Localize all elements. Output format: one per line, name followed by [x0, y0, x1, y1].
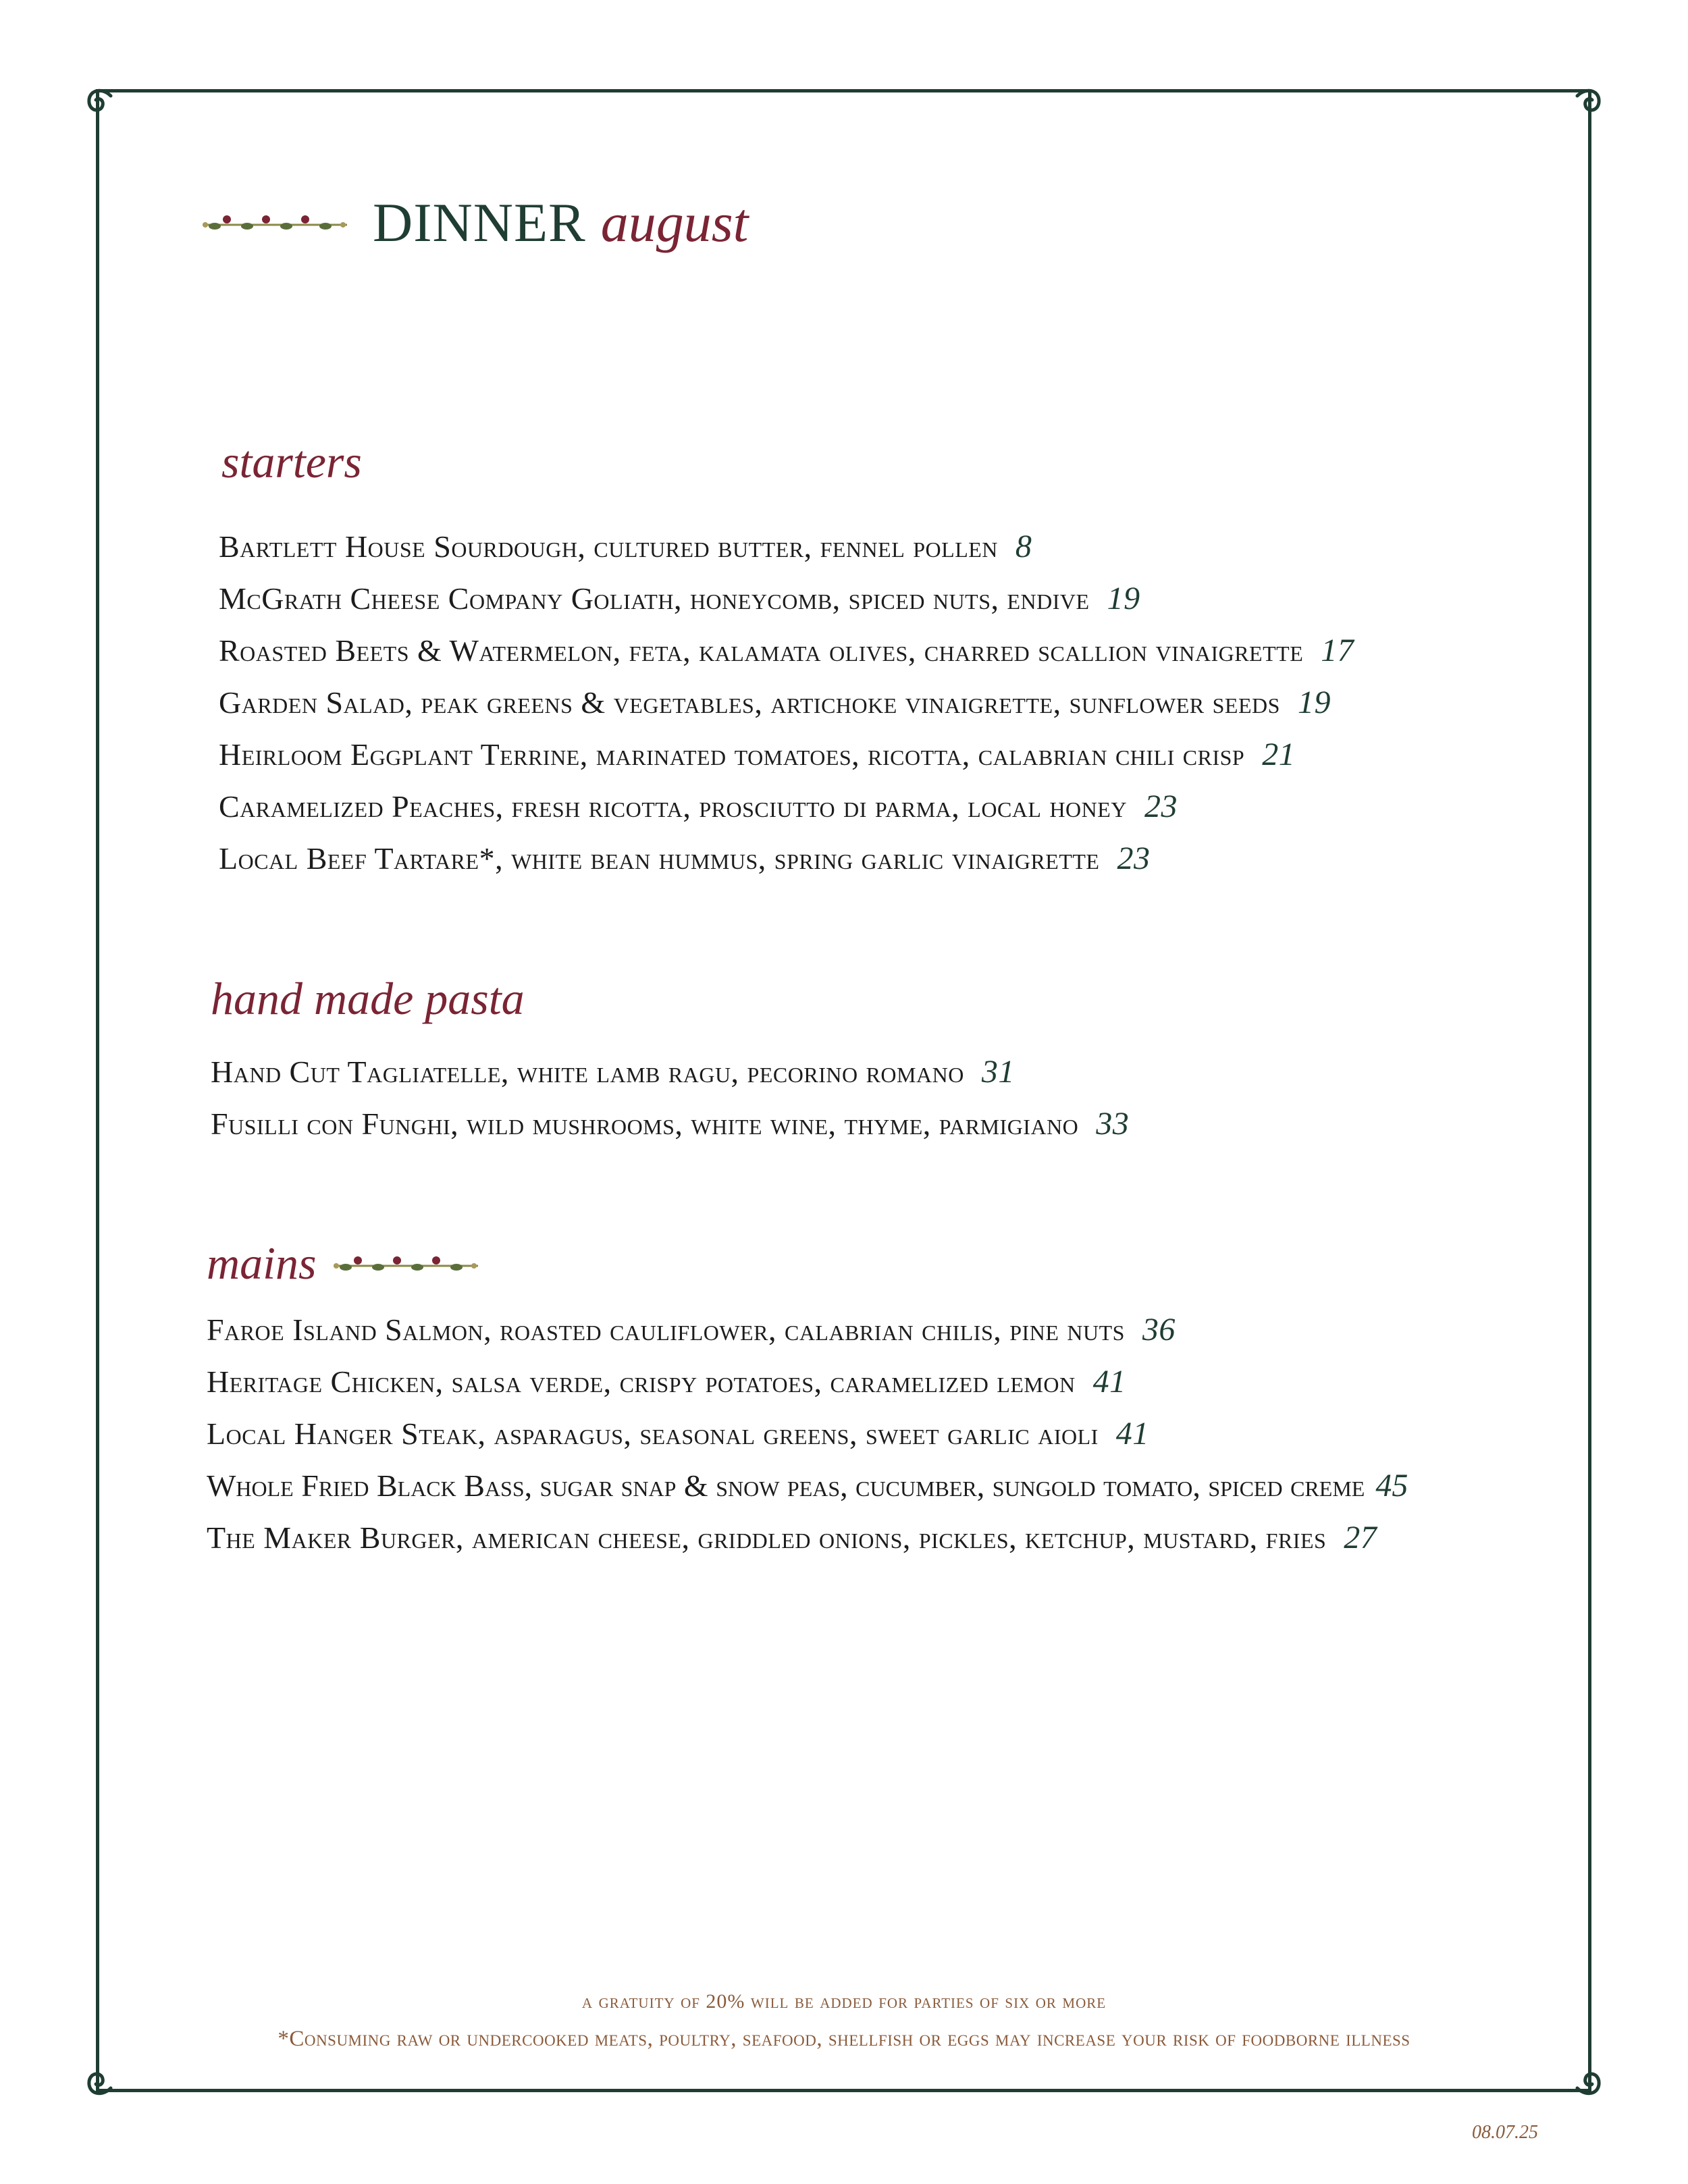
item-description: Bartlett House Sourdough, cultured butter, fennel pollen — [219, 529, 998, 564]
menu-item — [207, 1467, 1408, 1519]
item-price: 8 — [1015, 529, 1032, 564]
menu-item — [207, 1311, 1408, 1363]
menu-date: 08.07.25 — [1472, 2122, 1538, 2143]
section-heading-pasta — [211, 972, 525, 1026]
corner-scroll-icon — [1553, 81, 1607, 135]
item-description: Local Hanger Steak, asparagus, seasonal greens, sweet garlic aioli — [207, 1416, 1099, 1451]
item-description: McGrath Cheese Company Goliath, honeycomb, spiced nuts, endive — [219, 581, 1090, 616]
page-title: DINNER — [373, 192, 586, 253]
corner-scroll-icon — [1553, 2049, 1607, 2103]
item-price: 27 — [1344, 1520, 1377, 1555]
item-price: 36 — [1142, 1312, 1176, 1348]
item-price: 41 — [1092, 1364, 1126, 1400]
item-description: Roasted Beets & Watermelon, feta, kalamata olives, charred scallion vinaigrette — [219, 633, 1304, 668]
corner-scroll-icon — [81, 2049, 135, 2103]
menu-title — [200, 186, 748, 260]
item-price: 19 — [1107, 581, 1140, 616]
item-price: 23 — [1117, 841, 1151, 876]
menu-item — [219, 736, 1354, 788]
section-heading-label: hand made pasta — [211, 973, 525, 1024]
section-heading-label: mains — [207, 1237, 317, 1289]
item-description: Whole Fried Black Bass, sugar snap & snow peas, cucumber, sungold tomato, spiced creme — [207, 1468, 1365, 1503]
menu-month: august — [600, 192, 749, 253]
item-price: 17 — [1321, 633, 1354, 668]
pasta-list — [211, 1053, 1129, 1157]
starters-list — [219, 528, 1354, 892]
item-description: Fusilli con Funghi, wild mushrooms, white wine, thyme, parmigiano — [211, 1107, 1079, 1141]
item-price: 41 — [1115, 1416, 1149, 1451]
menu-item — [219, 684, 1354, 736]
item-description: Hand Cut Tagliatelle, white lamb ragu, pecorino romano — [211, 1055, 964, 1089]
mains-list — [207, 1311, 1408, 1571]
item-price: 31 — [981, 1054, 1015, 1090]
item-description: Garden Salad, peak greens & vegetables, artichoke vinaigrette, sunflower seeds — [219, 685, 1280, 720]
menu-item — [207, 1519, 1408, 1571]
section-heading-starters — [221, 435, 362, 489]
floral-vine-icon — [331, 1254, 481, 1274]
section-heading-label: starters — [221, 436, 362, 487]
menu-item — [207, 1363, 1408, 1415]
item-price: 33 — [1096, 1106, 1130, 1142]
menu-item — [219, 528, 1354, 580]
menu-item — [219, 632, 1354, 684]
item-description: The Maker Burger, american cheese, griddled onions, pickles, ketchup, mustard, fries — [207, 1520, 1327, 1555]
item-description: Faroe Island Salmon, roasted cauliflower, calabrian chilis, pine nuts — [207, 1312, 1125, 1347]
corner-scroll-icon — [81, 81, 135, 135]
item-description: Local Beef Tartare*, white bean hummus, spring garlic vinaigrette — [219, 841, 1100, 876]
item-description: Heritage Chicken, salsa verde, crispy potatoes, caramelized lemon — [207, 1364, 1076, 1399]
item-price: 45 — [1375, 1468, 1408, 1503]
menu-item — [207, 1415, 1408, 1467]
food-safety-warning: *Consuming raw or undercooked meats, poultry, seafood, shellfish or eggs may increase your risk of foodborne illness — [278, 2027, 1410, 2051]
menu-item — [211, 1105, 1129, 1157]
item-price: 23 — [1144, 789, 1178, 824]
menu-item — [219, 840, 1354, 892]
item-price: 19 — [1297, 685, 1331, 720]
item-description: Caramelized Peaches, fresh ricotta, prosciutto di parma, local honey — [219, 789, 1127, 824]
menu-item — [211, 1053, 1129, 1105]
item-price: 21 — [1262, 737, 1296, 772]
item-description: Heirloom Eggplant Terrine, marinated tomatoes, ricotta, calabrian chili crisp — [219, 737, 1245, 772]
floral-vine-icon — [200, 213, 350, 233]
menu-item — [219, 788, 1354, 840]
section-heading-mains — [207, 1237, 481, 1290]
gratuity-notice: a gratuity of 20% will be added for parties of six or more — [581, 1990, 1107, 2013]
menu-item — [219, 580, 1354, 632]
